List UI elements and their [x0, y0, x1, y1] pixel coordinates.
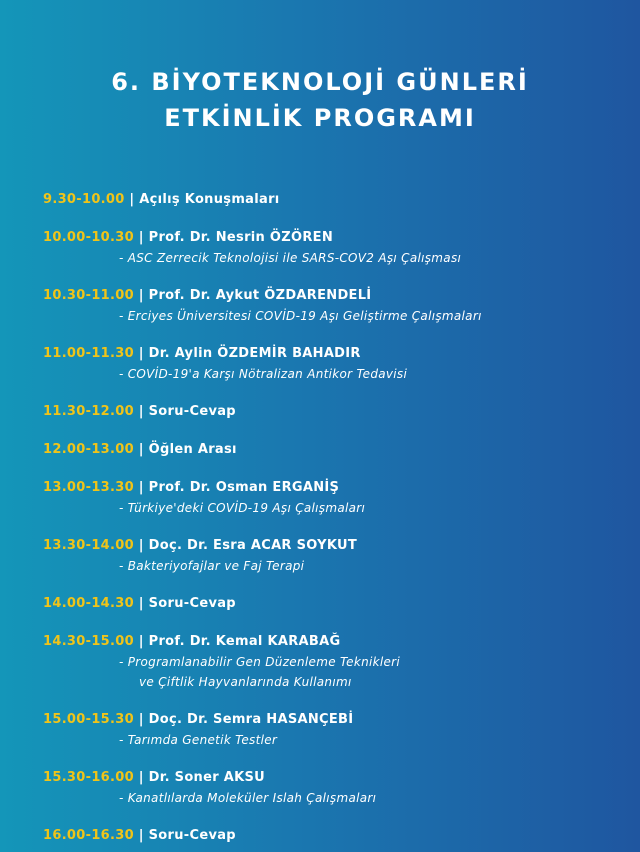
- speaker-name: Prof. Dr. Kemal KARABAĞ: [148, 634, 341, 649]
- separator: |: [133, 230, 149, 245]
- program-item-header: [43, 190, 623, 210]
- program-item-header: [43, 402, 623, 422]
- program-item-header: [43, 826, 623, 846]
- time-slot: 11.00-11.30: [43, 346, 134, 361]
- time-slot: 13.00-13.30: [43, 480, 134, 495]
- program-item-header: [43, 632, 623, 652]
- speaker-name: Doç. Dr. Esra ACAR SOYKUT: [148, 538, 358, 553]
- separator: |: [133, 442, 149, 457]
- time-slot: 15.30-16.00: [43, 770, 134, 785]
- time-slot: 10.00-10.30: [43, 230, 134, 245]
- program-item: [43, 594, 623, 614]
- separator: |: [133, 538, 149, 553]
- title-line-1: 6. BİYOTEKNOLOJİ GÜNLERİ: [111, 68, 529, 96]
- separator: |: [133, 596, 149, 611]
- time-slot: 15.00-15.30: [43, 712, 134, 727]
- program-item: [43, 632, 623, 692]
- talk-topic: ve Çiftlik Hayvanlarında Kullanımı: [139, 675, 352, 689]
- talk-topic: - Türkiye'deki COVİD-19 Aşı Çalışmaları: [119, 501, 366, 515]
- talk-topic: - Bakteriyofajlar ve Faj Terapi: [119, 559, 305, 573]
- program-item: [43, 190, 623, 210]
- talk-topic: - COVİD-19'a Karşı Nötralizan Antikor Tedavisi: [119, 367, 408, 381]
- separator: |: [133, 480, 149, 495]
- separator: |: [133, 346, 149, 361]
- program-item: [43, 768, 623, 808]
- speaker-name: Açılış Konuşmaları: [139, 192, 280, 207]
- time-slot: 13.30-14.00: [43, 538, 134, 553]
- talk-topic: - Tarımda Genetik Testler: [119, 733, 278, 747]
- speaker-name: Prof. Dr. Osman ERGANİŞ: [148, 480, 340, 495]
- program-item-header: [43, 286, 623, 306]
- separator: |: [133, 828, 149, 843]
- time-slot: 14.30-15.00: [43, 634, 134, 649]
- talk-topic: - Programlanabilir Gen Düzenleme Teknikleri: [119, 655, 401, 669]
- program-item: [43, 536, 623, 576]
- separator: |: [133, 404, 149, 419]
- program-item: [43, 710, 623, 750]
- speaker-name: Soru-Cevap: [148, 828, 236, 843]
- program-item-header: [43, 536, 623, 556]
- speaker-name: Prof. Dr. Aykut ÖZDARENDELİ: [148, 288, 372, 303]
- time-slot: 10.30-11.00: [43, 288, 134, 303]
- program-title: [0, 64, 640, 136]
- separator: |: [133, 288, 149, 303]
- time-slot: 11.30-12.00: [43, 404, 134, 419]
- time-slot: 14.00-14.30: [43, 596, 134, 611]
- title-line-2: ETKİNLİK PROGRAMI: [164, 104, 476, 132]
- program-item-header: [43, 478, 623, 498]
- speaker-name: Doç. Dr. Semra HASANÇEBİ: [148, 712, 354, 727]
- separator: |: [133, 634, 149, 649]
- program-item-header: [43, 440, 623, 460]
- speaker-name: Prof. Dr. Nesrin ÖZÖREN: [148, 230, 334, 245]
- program-item: [43, 228, 623, 268]
- program-item-header: [43, 594, 623, 614]
- speaker-name: Soru-Cevap: [148, 404, 236, 419]
- program-item: [43, 826, 623, 846]
- time-slot: 12.00-13.00: [43, 442, 134, 457]
- program-item: [43, 286, 623, 326]
- talk-topic: - ASC Zerrecik Teknolojisi ile SARS-COV2 Aşı Çalışması: [119, 251, 462, 265]
- time-slot: 16.00-16.30: [43, 828, 134, 843]
- speaker-name: Soru-Cevap: [148, 596, 236, 611]
- program-item-header: [43, 768, 623, 788]
- speaker-name: Dr. Aylin ÖZDEMİR BAHADIR: [148, 346, 361, 361]
- separator: |: [124, 192, 140, 207]
- program-item: [43, 478, 623, 518]
- program-item-header: [43, 228, 623, 248]
- time-slot: 9.30-10.00: [43, 192, 125, 207]
- program-item-header: [43, 710, 623, 730]
- program-item: [43, 402, 623, 422]
- program-item-header: [43, 344, 623, 364]
- talk-topic: - Kanatlılarda Moleküler Islah Çalışmaları: [119, 791, 377, 805]
- speaker-name: Öğlen Arası: [148, 442, 237, 457]
- separator: |: [133, 770, 149, 785]
- separator: |: [133, 712, 149, 727]
- talk-topic: - Erciyes Üniversitesi COVİD-19 Aşı Geliştirme Çalışmaları: [119, 309, 482, 323]
- program-item: [43, 440, 623, 460]
- program-list: [43, 190, 623, 846]
- speaker-name: Dr. Soner AKSU: [148, 770, 266, 785]
- program-item: [43, 344, 623, 384]
